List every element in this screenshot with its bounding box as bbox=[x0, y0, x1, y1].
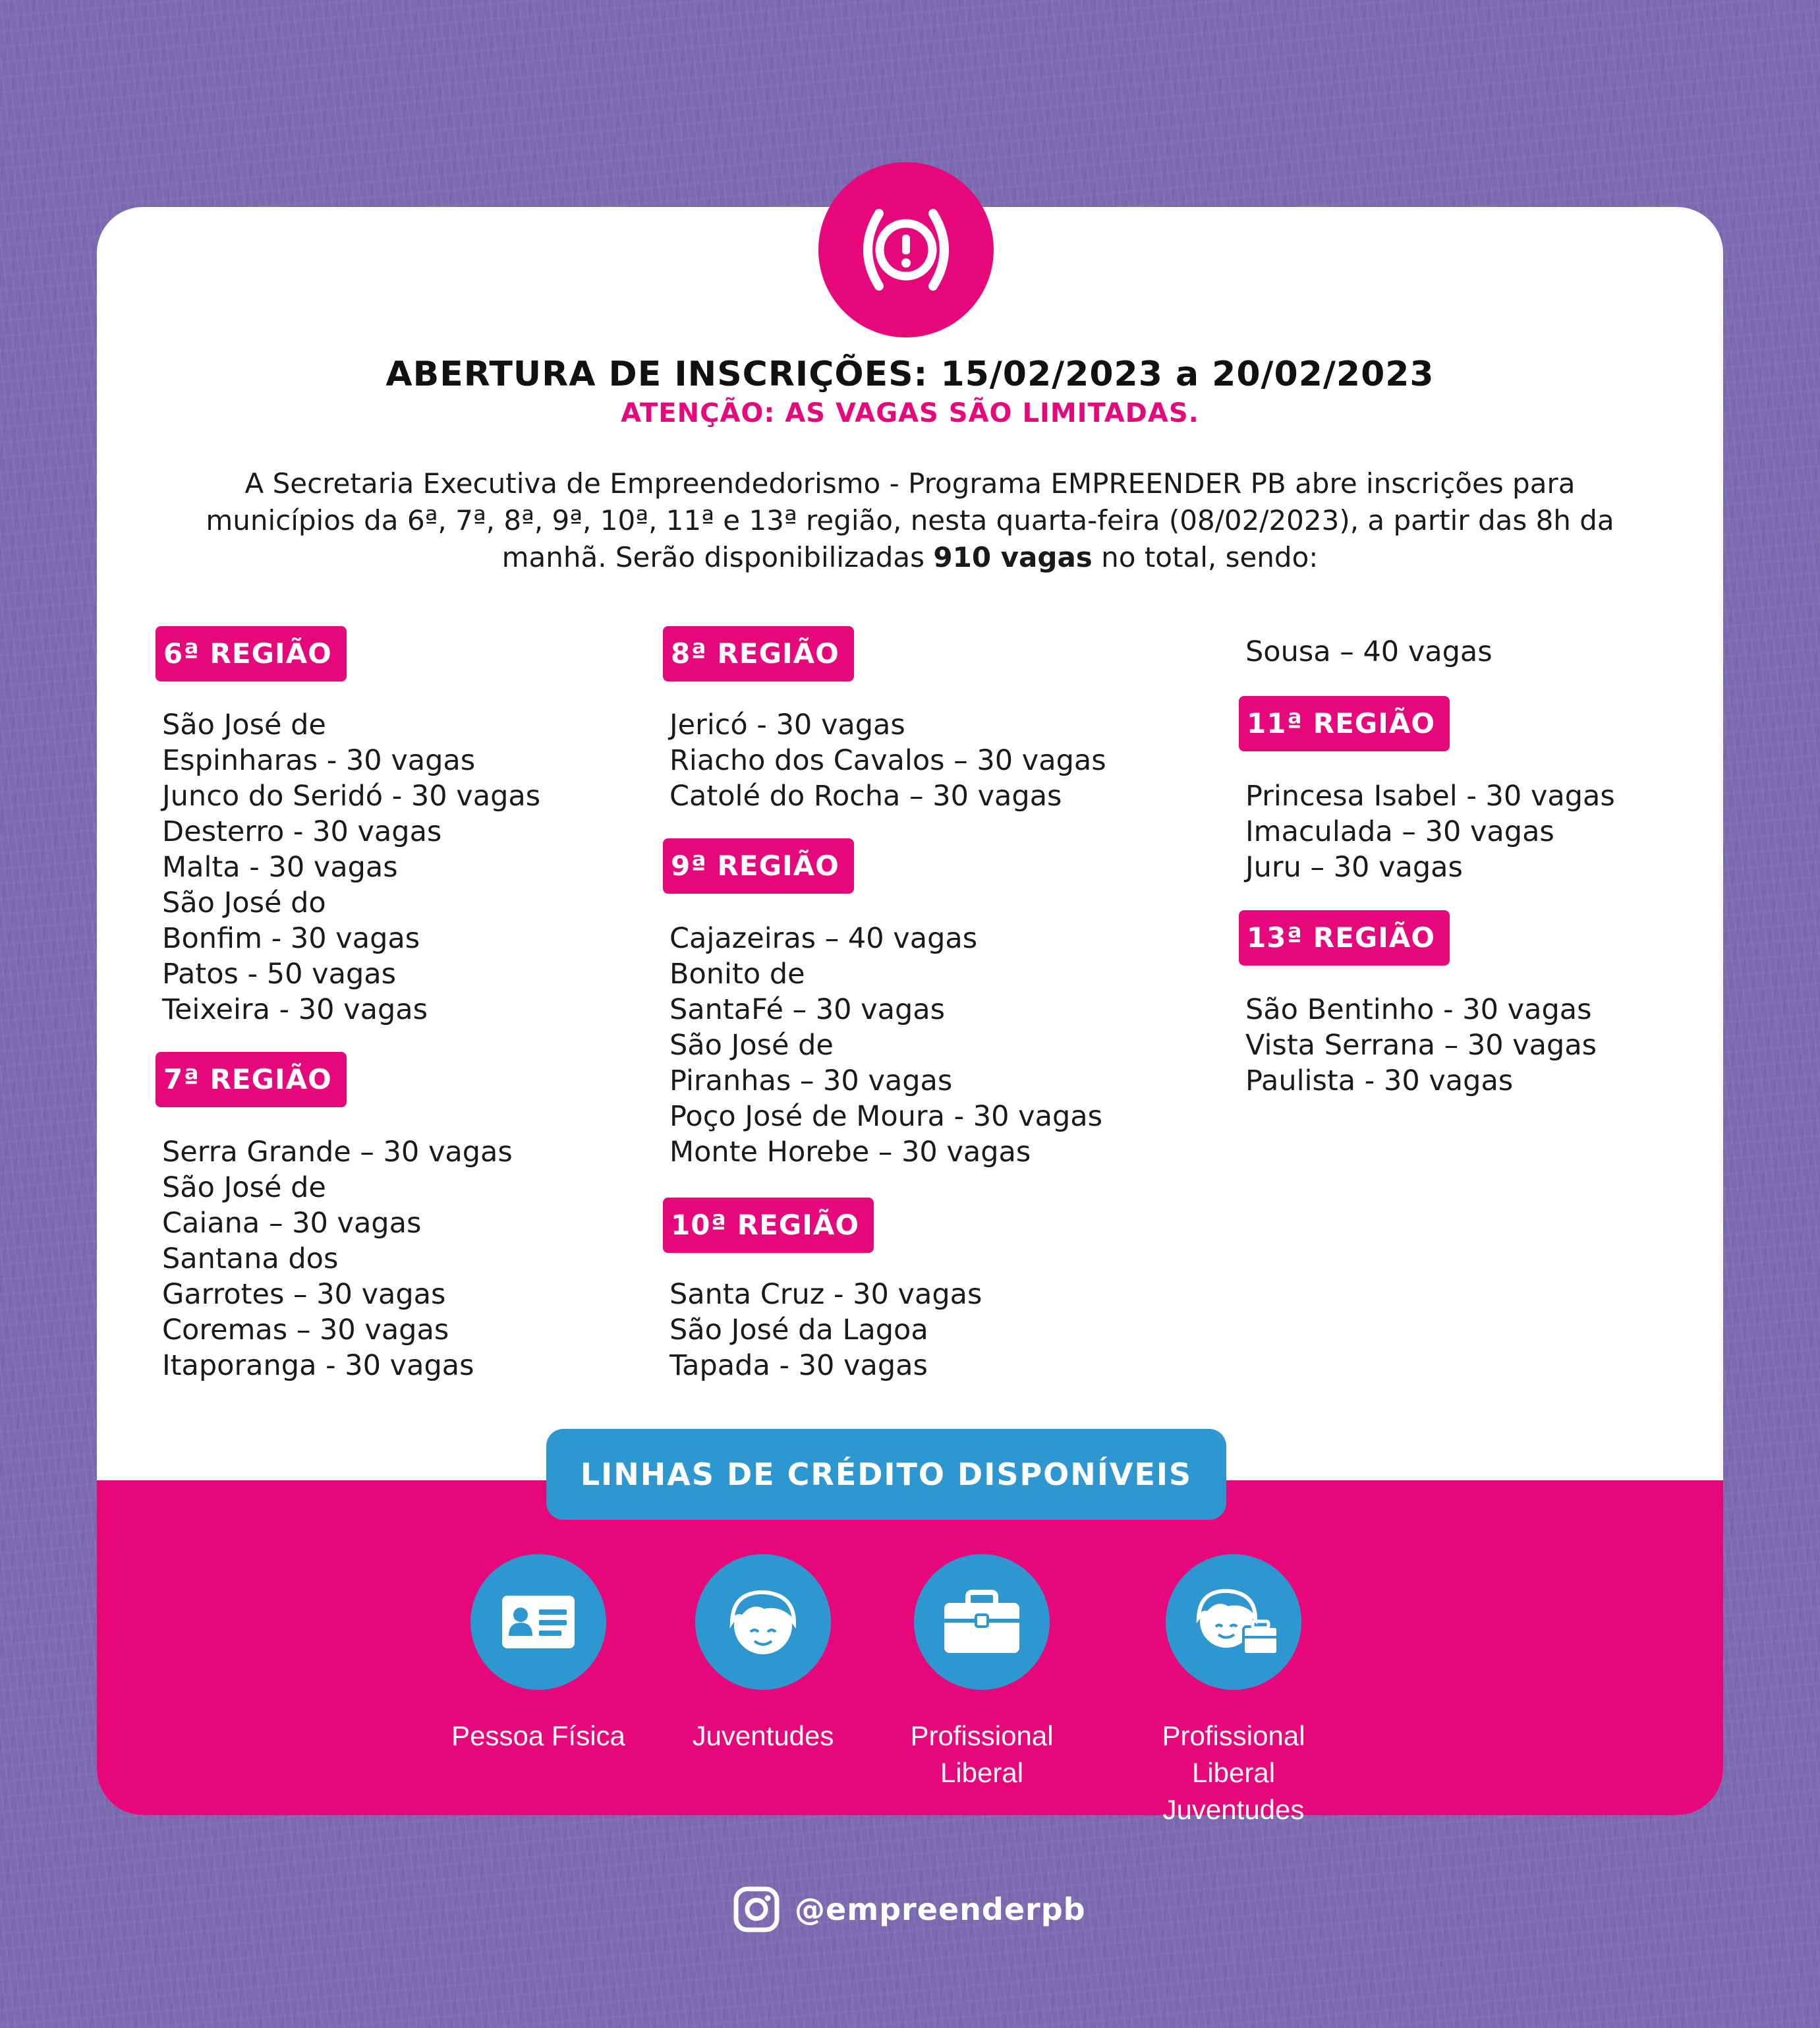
municipality-item: Caiana – 30 vagas bbox=[162, 1207, 422, 1240]
alert-circle-icon bbox=[818, 162, 994, 337]
credit-label: Profissional Liberal Juventudes bbox=[1162, 1720, 1305, 1825]
instagram-icon[interactable] bbox=[733, 1886, 780, 1933]
intro-text-start: A Secretaria Executiva de Empreendedorismo - Programa EMPREENDER PB abre inscrições para municípios da 6ª, 7ª, 8ª, 9ª, 10ª, 11ª e 13ª região, nesta quarta-feira (08/02/2023), a partir das 8h da manhã. Serão disponibilizadas bbox=[206, 467, 1614, 573]
municipality-item: Sousa – 40 vagas bbox=[1245, 635, 1493, 668]
municipality-item: Santa Cruz - 30 vagas bbox=[669, 1278, 982, 1311]
region-6-label: 6ª REGIÃO bbox=[156, 626, 347, 681]
intro-total-spots: 910 vagas bbox=[933, 541, 1093, 573]
page-title: ABERTURA DE INSCRIÇÕES: 15/02/2023 a 20/02/2023 bbox=[385, 355, 1435, 394]
municipality-item: Juru – 30 vagas bbox=[1245, 851, 1463, 884]
credit-label: Juventudes bbox=[692, 1720, 834, 1751]
municipality-item: Santana dos bbox=[162, 1242, 339, 1275]
region-7-label: 7ª REGIÃO bbox=[156, 1052, 347, 1107]
region-9-list bbox=[663, 921, 1102, 1170]
id-card-icon bbox=[470, 1554, 606, 1690]
region-10-continued-list bbox=[1239, 634, 1493, 670]
municipality-item: Espinharas - 30 vagas bbox=[162, 744, 476, 777]
municipality-item: Riacho dos Cavalos – 30 vagas bbox=[669, 744, 1106, 777]
region-11-list bbox=[1239, 778, 1615, 885]
credit-label: Profissional Liberal bbox=[910, 1720, 1054, 1788]
municipality-item: Malta - 30 vagas bbox=[162, 851, 398, 884]
municipality-item: Poço José de Moura - 30 vagas bbox=[669, 1100, 1103, 1133]
region-8-list bbox=[663, 707, 1106, 814]
municipality-item: Patos - 50 vagas bbox=[162, 958, 397, 991]
region-13-list bbox=[1239, 992, 1597, 1099]
region-10-list bbox=[663, 1277, 982, 1383]
municipality-item: Imaculada – 30 vagas bbox=[1245, 815, 1554, 848]
region-10-label: 10ª REGIÃO bbox=[663, 1198, 874, 1253]
municipality-item: Itaporanga - 30 vagas bbox=[162, 1349, 474, 1382]
municipality-item: São Bentinho - 30 vagas bbox=[1245, 993, 1592, 1026]
young-person-briefcase-icon bbox=[1166, 1554, 1301, 1690]
region-13-label: 13ª REGIÃO bbox=[1239, 910, 1450, 966]
municipality-item: Bonito de bbox=[669, 958, 805, 991]
municipality-item: Desterro - 30 vagas bbox=[162, 815, 442, 848]
limited-spots-warning: ATENÇÃO: AS VAGAS SÃO LIMITADAS. bbox=[621, 398, 1199, 428]
region-8-label: 8ª REGIÃO bbox=[663, 626, 854, 681]
municipality-item: Serra Grande – 30 vagas bbox=[162, 1136, 513, 1169]
municipality-item: Piranhas – 30 vagas bbox=[669, 1064, 953, 1097]
municipality-item: Tapada - 30 vagas bbox=[669, 1349, 928, 1382]
municipality-item: Cajazeiras – 40 vagas bbox=[669, 922, 978, 955]
municipality-item: Vista Serrana – 30 vagas bbox=[1245, 1029, 1597, 1062]
credit-label: Pessoa Física bbox=[451, 1720, 625, 1751]
young-person-icon bbox=[695, 1554, 831, 1690]
municipality-item: Catolé do Rocha – 30 vagas bbox=[669, 780, 1062, 813]
region-7-list bbox=[156, 1134, 513, 1383]
intro-paragraph bbox=[185, 465, 1635, 576]
region-11-label: 11ª REGIÃO bbox=[1239, 696, 1450, 751]
municipality-item: Monte Horebe – 30 vagas bbox=[669, 1136, 1031, 1169]
municipality-item: São José da Lagoa bbox=[669, 1314, 928, 1347]
instagram-footer[interactable] bbox=[733, 1884, 1086, 1934]
credit-item-juventudes bbox=[651, 1554, 875, 1754]
instagram-handle[interactable]: @empreenderpb bbox=[795, 1892, 1086, 1927]
intro-text-end: no total, sendo: bbox=[1092, 541, 1319, 573]
municipality-item: São José de bbox=[162, 709, 326, 741]
credit-item-profissional-liberal bbox=[870, 1554, 1094, 1791]
municipality-item: Bonfim - 30 vagas bbox=[162, 922, 420, 955]
municipality-item: Jericó - 30 vagas bbox=[669, 709, 905, 741]
municipality-item: Coremas – 30 vagas bbox=[162, 1314, 449, 1347]
municipality-item: SantaFé – 30 vagas bbox=[669, 993, 946, 1026]
municipality-item: Junco do Seridó - 30 vagas bbox=[162, 780, 541, 813]
municipality-item: São José de bbox=[669, 1029, 834, 1062]
municipality-item: Princesa Isabel - 30 vagas bbox=[1245, 780, 1615, 813]
municipality-item: São José de bbox=[162, 1171, 326, 1204]
municipality-item: Teixeira - 30 vagas bbox=[162, 993, 428, 1026]
region-9-label: 9ª REGIÃO bbox=[663, 838, 854, 894]
credit-item-pessoa-fisica bbox=[426, 1554, 650, 1754]
credit-item-profissional-liberal-juventudes bbox=[1122, 1554, 1346, 1828]
municipality-item: São José do bbox=[162, 886, 326, 919]
briefcase-icon bbox=[914, 1554, 1050, 1690]
municipality-item: Garrotes – 30 vagas bbox=[162, 1278, 446, 1311]
credit-lines-title: LINHAS DE CRÉDITO DISPONÍVEIS bbox=[546, 1429, 1226, 1520]
municipality-item: Paulista - 30 vagas bbox=[1245, 1064, 1514, 1097]
region-6-list bbox=[156, 707, 540, 1028]
